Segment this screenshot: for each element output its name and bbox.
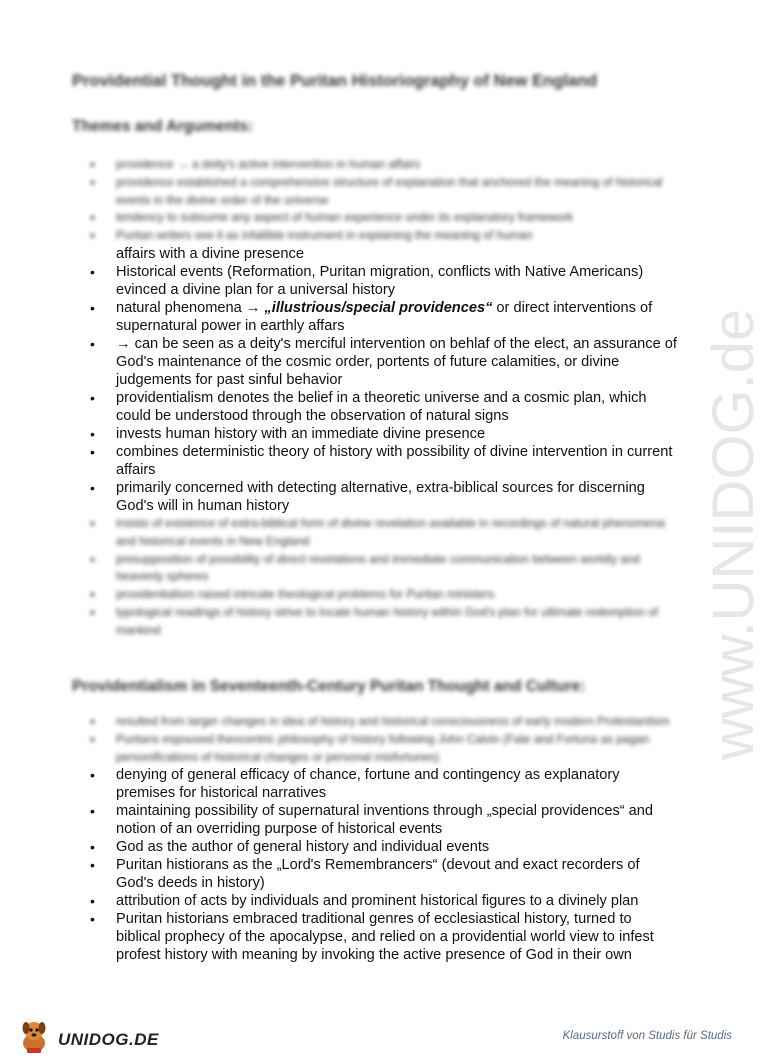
unidog-logo[interactable] [14,1016,164,1056]
list-item-text: denying of general efficacy of chance, fortune and contingency as explanatory premises for historical narratives [116,767,620,802]
list-item [88,209,678,227]
list-item-text: resulted from larger changes in idea of history and historical consciousness of early modern Protestantism [116,714,670,728]
list-item-text: Puritans espoused theocentric philosophy of history following John Calvin (Fate and Fortuna as pagan personifications of historical changes or personal misfortunes) [116,731,650,764]
list-item-emphasis: „illustrious/special providences“ [264,299,493,316]
list-item-text: insists of existence of extra-biblical form of divine revelation available in recordings of natural phenomena and historical events in New England [116,515,665,548]
list-item [88,515,678,551]
list-item [88,604,678,640]
list-item-text: tendency to subsume any aspect of human experience under its explanatory framework [116,210,574,225]
list-item-text: affairs with a divine presence [116,245,304,262]
list-item [88,586,678,604]
providentialism-list [88,713,678,964]
list-item [88,299,678,335]
dog-mascot-icon [14,1016,54,1056]
list-item-text: → can be seen as a deity's merciful intervention on behlaf of the elect, an assurance of God's maintenance of the cosmic order, portents of future calamities, or divine judgements for past sinful behavior [116,335,677,388]
list-item-text: natural phenomena → [116,299,265,316]
list-item-text: attribution of acts by individuals and prominent historical figures to a divinely plan [116,893,639,910]
list-item-text: providence established a comprehensive structure of explanation that anchored the meaning of historical events in the divine order of the universe [116,174,663,207]
list-item [88,838,678,856]
list-item [88,551,678,587]
list-item [88,479,678,515]
list-item [88,856,678,892]
list-item [88,910,678,964]
list-item-text: Historical events (Reformation, Puritan migration, conflicts with Native Americans) evinced a divine plan for a universal history [116,263,644,298]
list-item [88,892,678,910]
list-item-text: maintaining possibility of supernatural inventions through „special providences“ and notion of an overriding purpose of historical events [116,803,654,838]
page-title: Providential Thought in the Puritan Historiography of New England [72,72,598,90]
list-item-text: Puritan histiorans as the „Lord's Remembrancers“ (devout and exact recorders of God's deeds in history) [116,857,640,892]
list-item-text: combines deterministic theory of history with possibility of divine intervention in current affairs [116,443,673,478]
list-item-text: invests human history with an immediate divine presence [116,425,486,442]
list-item [88,443,678,479]
list-item-text: providence → a deity's active intervention in human affairs [116,157,421,171]
section-heading-providentialism: Providentialism in Seventeenth-Century Puritan Thought and Culture: [72,678,586,695]
list-item [88,174,678,210]
list-item [88,802,678,838]
list-item [88,156,678,174]
list-item [88,227,678,245]
list-item-text: Puritan writers see it as infallible instrument in explaining the meaning of human [116,228,533,243]
logo-text: UNIDOG.DE [58,1030,159,1049]
list-item-text: providentialism raised intricate theological problems for Puritan ministers [116,587,495,602]
themes-list [88,156,678,640]
list-item-text: presupposition of possibility of direct revelations and immediate communication between worldly and heavenly spheres [116,551,640,584]
list-item [88,263,678,299]
list-item [88,389,678,425]
footer-tagline: Klausurstoff von Studis für Studis [562,1030,732,1042]
watermark-text: www.UNIDOG.de [701,308,766,760]
section-heading-themes: Themes and Arguments: [72,118,254,135]
list-item-text: typological readings of history strive to locate human history within God's plan for ultimate redemption of mankind [116,604,658,637]
list-item [88,766,678,802]
list-item [88,335,678,389]
list-item [88,425,678,443]
list-item [88,245,678,263]
list-item-text: providentialism denotes the belief in a theoretic universe and a cosmic plan, which could be understood through the observation of natural signs [116,389,647,424]
list-item-text: Puritan historians embraced traditional genres of ecclesiastical history, turned to biblical prophecy of the apocalypse, and relied on a providential world view to infest profest history with meaning by invoking the active presence of God in their own [116,911,654,964]
list-item-text: or direct interventions of supernatural power in earthly affars [116,299,653,334]
list-item [88,731,678,767]
list-item [88,713,678,731]
list-item-text: primarily concerned with detecting alternative, extra-biblical sources for discerning God's will in human history [116,479,645,514]
list-item-text: God as the author of general history and individual events [116,839,490,856]
